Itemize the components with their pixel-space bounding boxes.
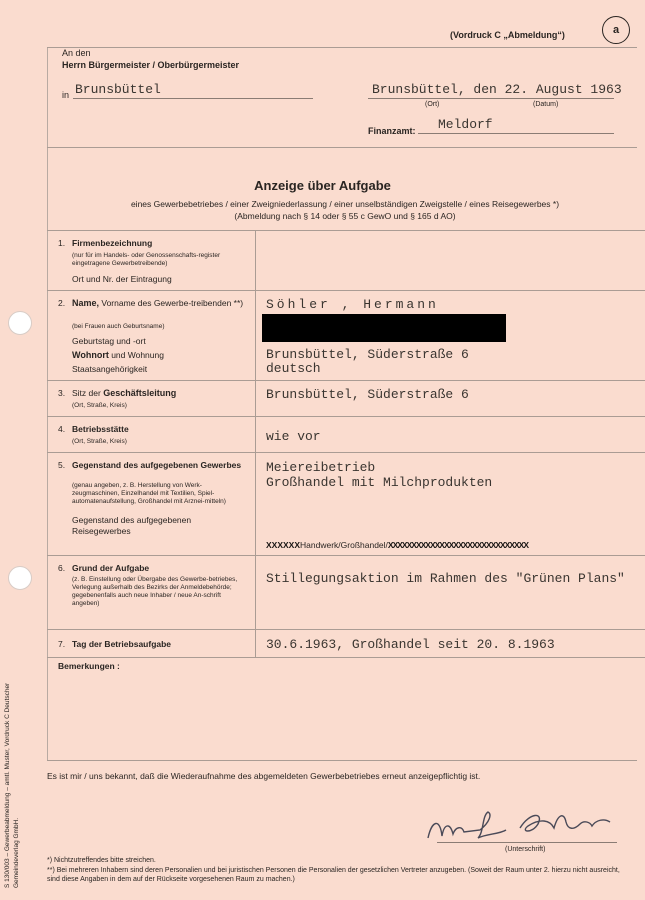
bemerkungen-bottom-line: [47, 760, 637, 761]
row2-heading: Name,: [72, 298, 100, 308]
bemerkungen-label: Bemerkungen :: [58, 661, 120, 671]
finanzamt-label: Finanzamt:: [368, 126, 416, 136]
top-divider: [47, 47, 637, 48]
row3-heading-pre: Sitz der: [72, 388, 104, 398]
row5-extra: Gegenstand des aufgegebenen Reisegewerbes: [72, 515, 192, 536]
row-line-5: [47, 555, 645, 556]
footnote-1: *) Nichtzutreffendes bitte streichen.: [47, 857, 156, 864]
tag-value: 30.6.1963, Großhandel seit 20. 8.1963: [266, 637, 555, 652]
row-line-7: [47, 657, 645, 658]
row-line-4: [47, 452, 645, 453]
form-reference: (Vordruck C „Abmeldung“): [450, 30, 565, 40]
punch-hole-lower: [8, 566, 32, 590]
wohnort-value: Brunsbüttel, Süderstraße 6: [266, 347, 469, 362]
row6-number: 6.: [58, 563, 66, 573]
row1-extra: Ort und Nr. der Eintragung: [72, 274, 172, 284]
row2-hint: (bei Frauen auch Geburtsname): [72, 323, 165, 330]
row-line-2: [47, 380, 645, 381]
city-underline: [73, 98, 313, 99]
row4-hint: (Ort, Straße, Kreis): [72, 438, 127, 445]
table-column-divider: [255, 230, 256, 657]
grund-value: Stillegungsaktion im Rahmen des "Grünen Plans": [266, 571, 625, 586]
in-label: in: [62, 90, 70, 100]
row4-heading: Betriebsstätte: [72, 424, 129, 434]
row2-nationality: Staatsangehörigkeit: [72, 364, 148, 374]
header-divider: [47, 147, 637, 148]
row6-hint: (z. B. Einstellung oder Übergabe des Gewerbe-betriebes, Verlegung außerhalb des Bezirks der Anmeldebehörde; gegebenenfalls auch neue Inhaber / neue An-schrift angeben): [72, 576, 238, 607]
row3-number: 3.: [58, 388, 66, 398]
place-date-underline: [368, 98, 614, 99]
row2-birth: Geburtstag und -ort: [72, 336, 146, 346]
footnote-2: **) Bei mehreren Inhabern sind deren Personalien und bei juristischen Personen die Personalien der gesetzlichen Vertreter anzugeben. (Soweit der Raum unter 2. hierzu nicht ausreicht, sind diese Angaben in dem auf der Rückseite vorgesehenen Raum zu machen.): [47, 867, 620, 883]
struck-out-rest: XXXXXXXXXXXXXXXXXXXXXXXXXXXXXX: [387, 540, 529, 550]
form-left-border: [47, 47, 48, 760]
row3-heading: Geschäftsleitung: [103, 388, 177, 398]
ort-caption: (Ort): [425, 101, 440, 108]
nationality-value: deutsch: [266, 361, 321, 376]
row2-number: 2.: [58, 298, 66, 308]
betriebsstaette-value: wie vor: [266, 429, 321, 444]
handwritten-signature: [420, 808, 620, 850]
statement-text: Es ist mir / uns bekannt, daß die Wiederaufnahme des abgemeldeten Gewerbebetriebes erneut anzeigepflichtig ist.: [47, 771, 481, 781]
row5-number: 5.: [58, 460, 66, 470]
row2-residence-wrap: [72, 350, 164, 361]
row-line-3: [47, 416, 645, 417]
row5-heading: Gegenstand des aufgegebenen Gewerbes: [72, 460, 242, 470]
signature-line: [437, 842, 617, 843]
row3-heading-wrap: [72, 388, 176, 399]
place-date-value: Brunsbüttel, den 22. August 1963: [372, 82, 622, 97]
struck-out-xx: XXXXXX: [266, 540, 301, 550]
row3-hint: (Ort, Straße, Kreis): [72, 402, 127, 409]
punch-hole-upper: [8, 311, 32, 335]
row-line-6: [47, 629, 645, 630]
row2-heading-wrap: [72, 298, 247, 309]
row1-hint: (nur für im Handels- oder Genossenschafts-register eingetragene Gewerbetreibende): [72, 252, 221, 267]
form-subtitle-2: (Abmeldung nach § 14 oder § 55 c GewO und § 165 d AO): [234, 211, 456, 221]
row1-number: 1.: [58, 238, 66, 248]
row5-hint: (genau angeben, z. B. Herstellung von Werk-zeugmaschinen, Einzelhandel mit Textilien, Spiel-automatenaufstellung, Großhandel mit Arznei-mitteln): [72, 482, 226, 505]
address-line1: An den: [62, 48, 91, 58]
struck-line-text: Handwerk/Großhandel/: [300, 540, 388, 550]
row7-heading: Tag der Betriebsaufgabe: [72, 639, 172, 649]
gegenstand-value-2: Großhandel mit Milchprodukten: [266, 475, 493, 490]
sitz-value: Brunsbüttel, Süderstraße 6: [266, 387, 469, 402]
row1-heading: Firmenbezeichnung: [72, 238, 153, 248]
redaction-bar: [262, 314, 506, 342]
side-imprint: S 130/003 – Gewerbeabmeldung – amtl. Muster, Vordruck C Deutscher Gemeindeverlag GmbH.: [4, 682, 20, 888]
row4-number: 4.: [58, 424, 66, 434]
finanzamt-underline: [418, 133, 614, 134]
row2-wohnort: Wohnort: [72, 350, 109, 360]
row2-heading-rest: Vorname des Gewerbe-treibenden **): [99, 298, 244, 308]
address-city: Brunsbüttel: [75, 82, 161, 97]
row6-heading: Grund der Aufgabe: [72, 563, 150, 573]
form-subtitle-1: eines Gewerbebetriebes / einer Zweigniederlassung / einer unselbständigen Zweigstelle / eines Reisegewerbes *): [130, 199, 560, 209]
row-line-1: [47, 290, 645, 291]
unterschrift-caption: (Unterschrift): [505, 846, 546, 853]
table-top-line: [47, 230, 645, 231]
name-value: Söhler , Hermann: [266, 297, 439, 312]
form-letter-stamp: a: [602, 16, 630, 44]
row7-number: 7.: [58, 639, 66, 649]
finanzamt-value: Meldorf: [438, 117, 493, 132]
row2-wohnung: und Wohnung: [108, 350, 164, 360]
gegenstand-value-1: Meiereibetrieb: [266, 460, 376, 475]
form-title: Anzeige über Aufgabe: [254, 178, 391, 193]
struck-options: [266, 540, 528, 550]
address-line2: Herrn Bürgermeister / Oberbürgermeister: [62, 60, 240, 70]
datum-caption: (Datum): [533, 101, 559, 108]
